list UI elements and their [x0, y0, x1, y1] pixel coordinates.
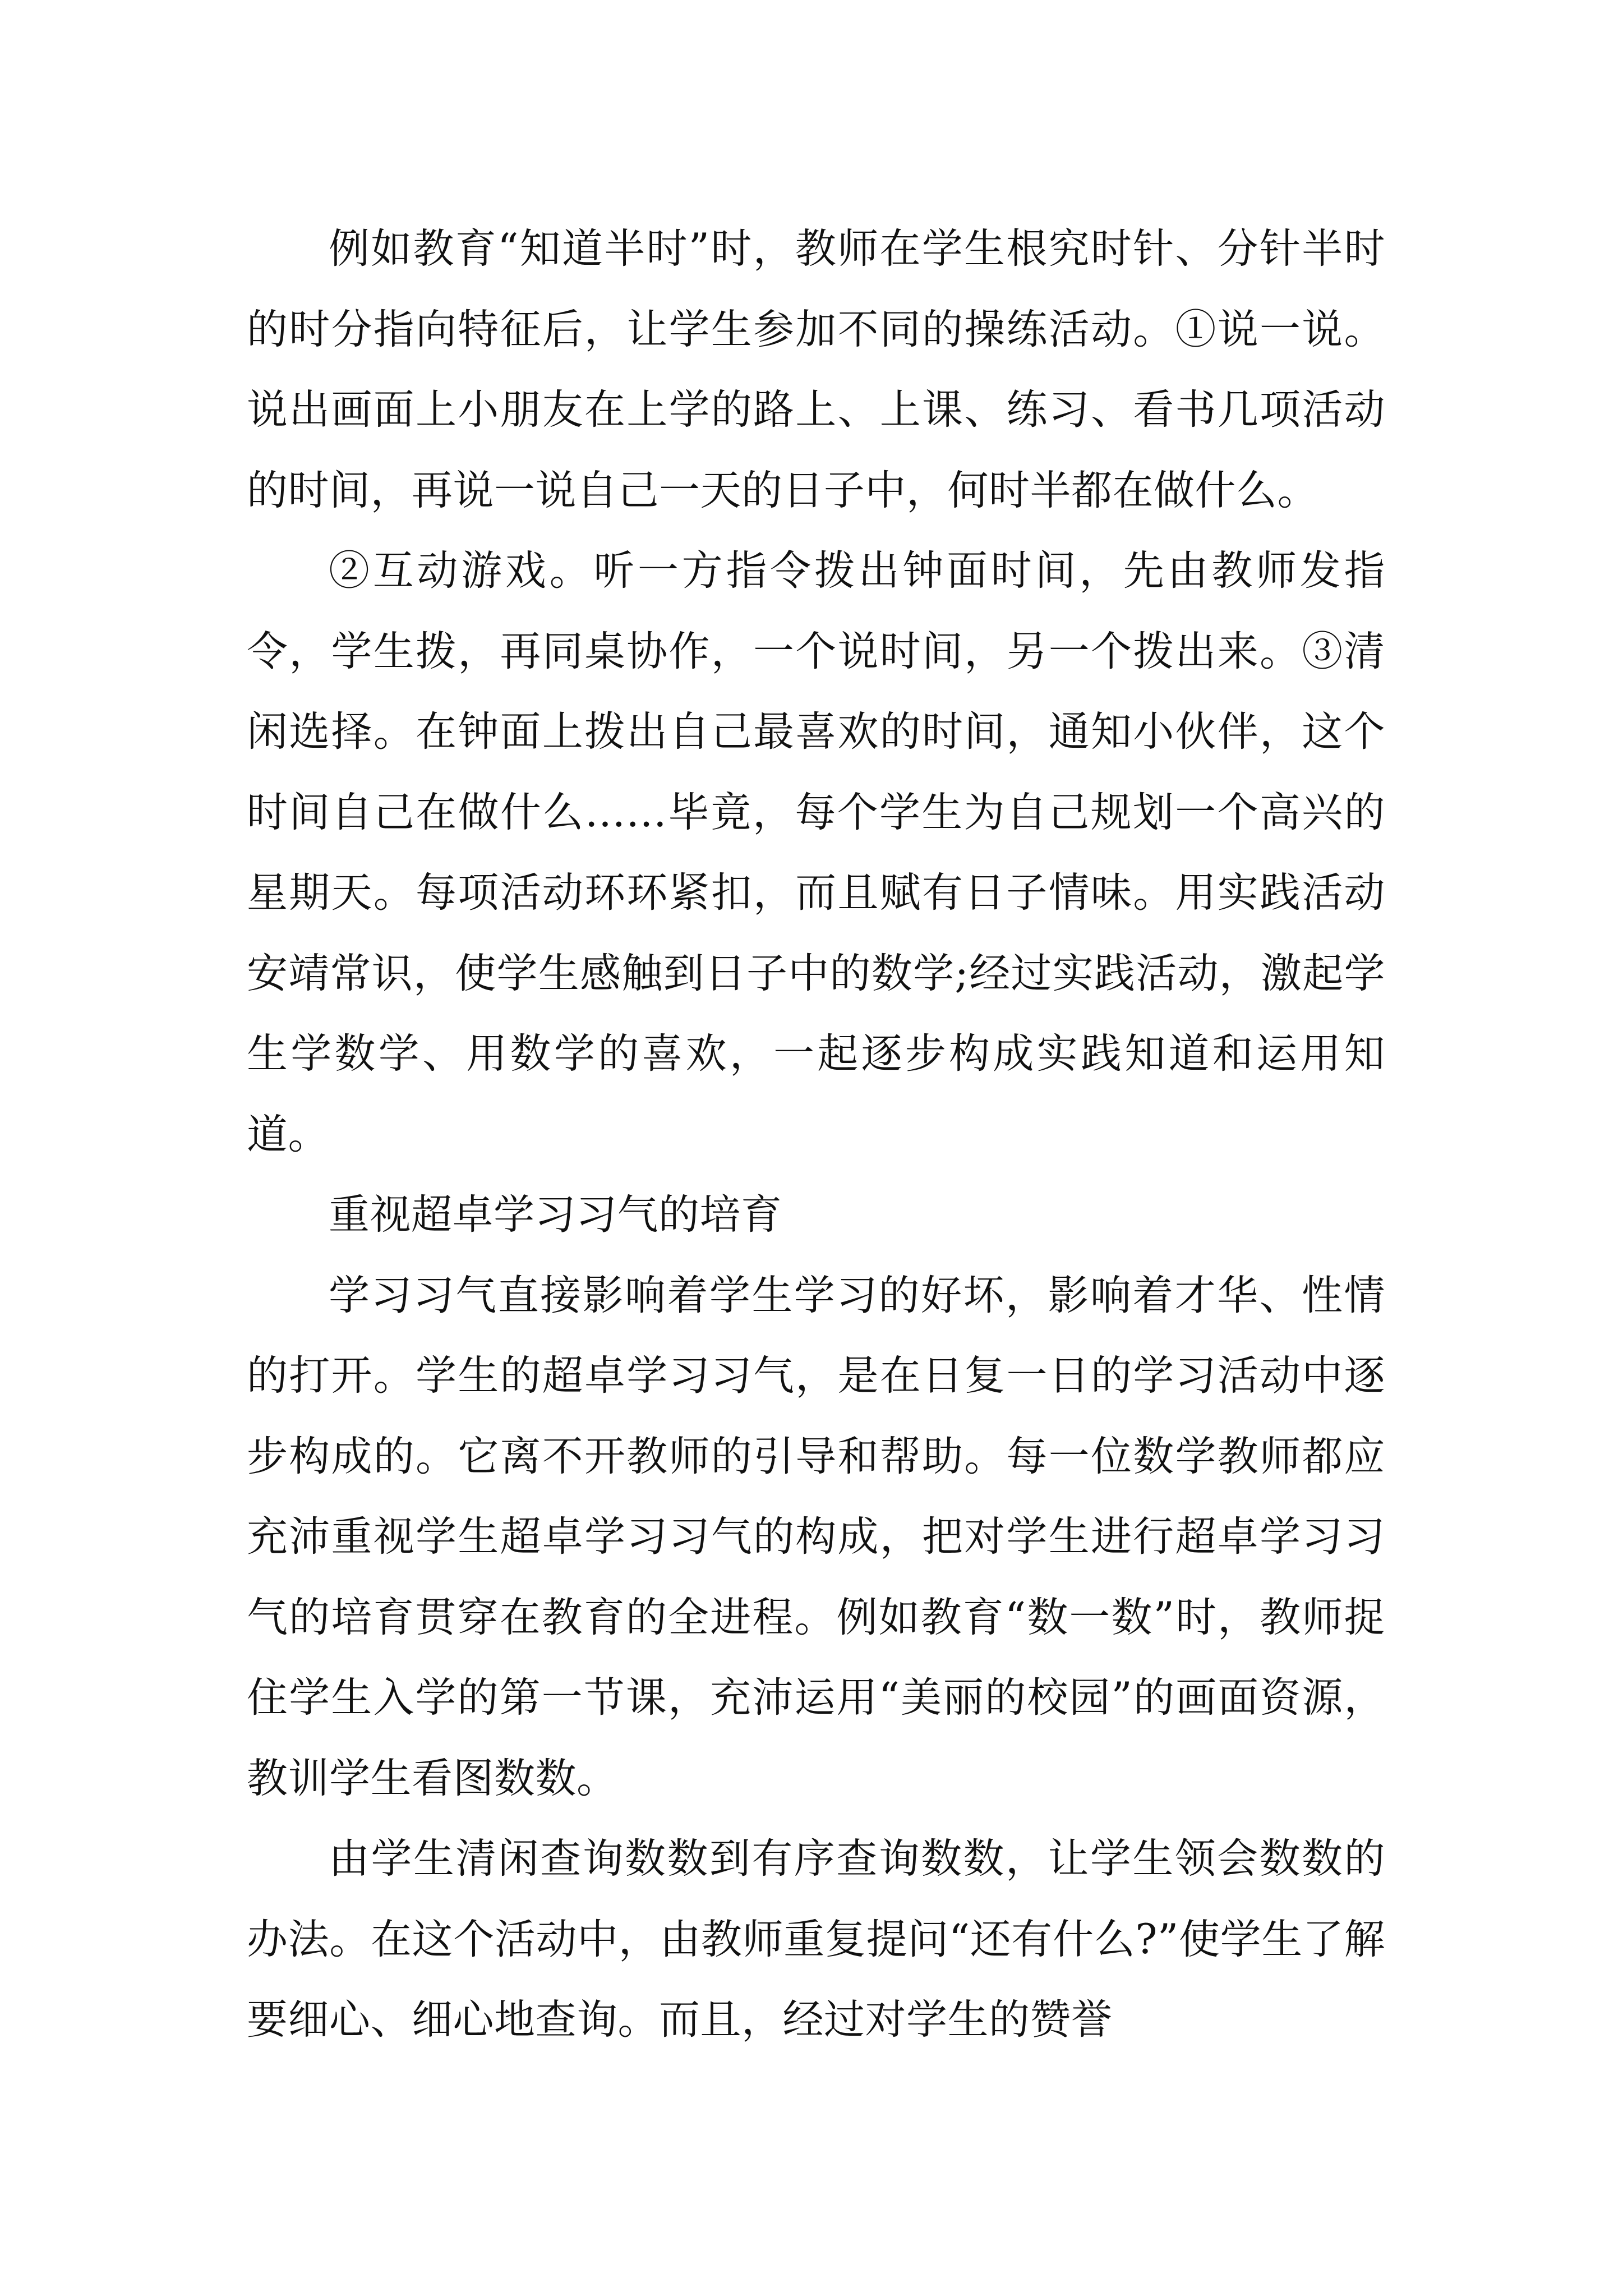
paragraph-counting-method: 由学生清闲查询数数到有序查询数数，让学生领会数数的办法。在这个活动中，由教师重复提问“还有什么?”使学生了解要细心、细心地查询。而且，经过对学生的赞誉 — [247, 1835, 1385, 2044]
paragraph-half-hour-example: 例如教育“知道半时”时，教师在学生根究时针、分针半时的时分指向特征后，让学生参加不同的操练活动。①说一说。说出画面上小朋友在上学的路上、上课、练习、看书几项活动的时间，再说一说自己一天的日子中，何时半都在做什么。 — [247, 225, 1385, 514]
paragraph-interactive-game: ②互动游戏。听一方指令拨出钟面时间，先由教师发指令，学生拨，再同桌协作，一个说时间，另一个拨出来。③清闲选择。在钟面上拨出自己最喜欢的时间，通知小伙伴，这个时间自己在做什么……毕竟，每个学生为自己规划一个高兴的星期天。每项活动环环紧扣，而且赋有日子情味。用实践活动安靖常识，使学生感触到日子中的数学;经过实践活动，激起学生学数学、用数学的喜欢，一起逐步构成实践知道和运用知道。 — [247, 547, 1385, 1158]
document-body — [247, 209, 1385, 2060]
paragraph-study-habits: 学习习气直接影响着学生学习的好坏，影响着才华、性情的打开。学生的超卓学习习气，是在日复一日的学习活动中逐步构成的。它离不开教师的引导和帮助。每一位数学教师都应充沛重视学生超卓学习习气的构成，把对学生进行超卓学习习气的培育贯穿在教育的全进程。例如教育“数一数”时，教师捉住学生入学的第一节课，充沛运用“美丽的校园”的画面资源，教训学生看图数数。 — [247, 1271, 1385, 1802]
section-heading-study-habits: 重视超卓学习习气的培育 — [329, 1191, 782, 1239]
